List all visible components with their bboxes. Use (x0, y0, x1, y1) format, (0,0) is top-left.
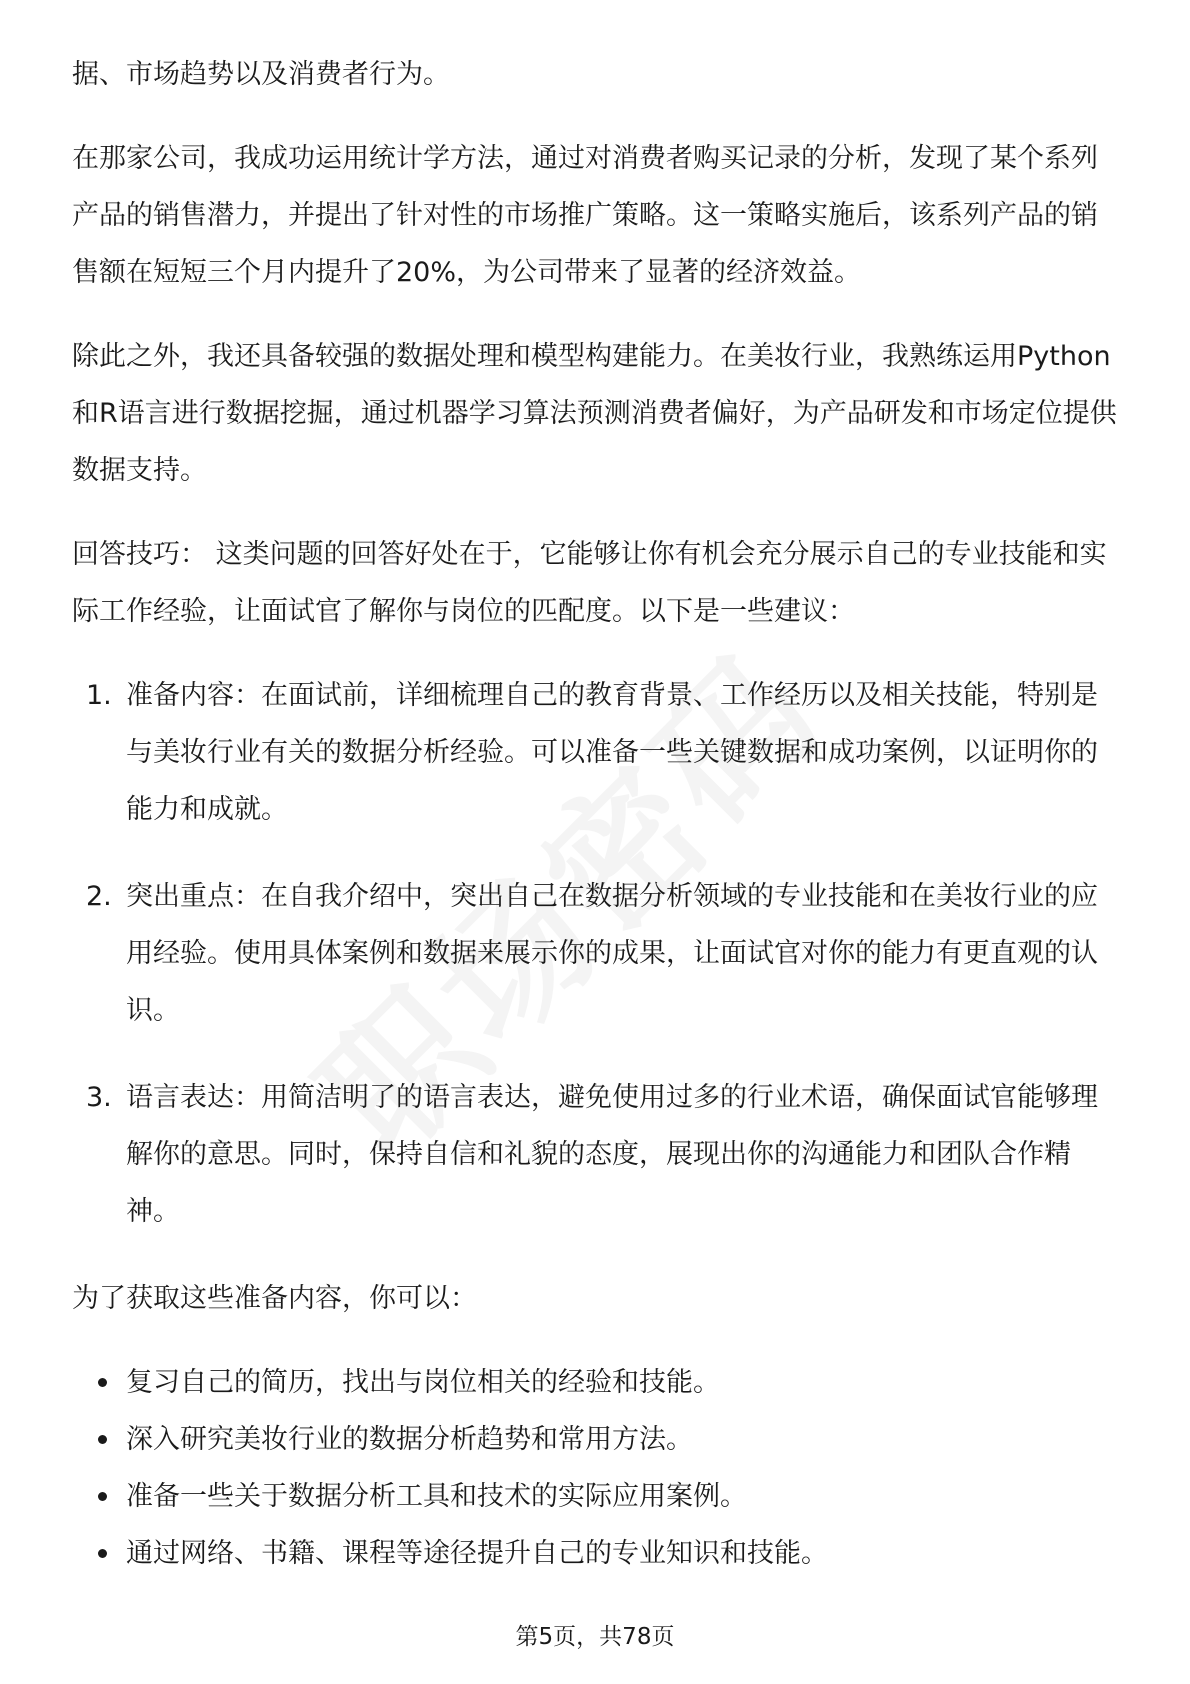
list-item-text: 准备内容：在面试前，详细梳理自己的教育背景、工作经历以及相关技能，特别是与美妆行业有关的数据分析经验。可以准备一些关键数据和成功案例，以证明你的能力和成就。 (126, 680, 1098, 825)
paragraph-preparation: 为了获取这些准备内容，你可以： (72, 1283, 477, 1314)
bullet-icon (98, 1492, 107, 1501)
list-number: 3. (86, 1082, 112, 1113)
list-item-text: 语言表达：用简洁明了的语言表达，避免使用过多的行业术语，确保面试官能够理解你的意思。同时，保持自信和礼貌的态度，展现出你的沟通能力和团队合作精神。 (126, 1082, 1098, 1227)
bullet-item-text: 准备一些关于数据分析工具和技术的实际应用案例。 (126, 1481, 747, 1512)
list-item (72, 667, 1122, 838)
bullet-icon (98, 1378, 107, 1387)
bullet-item (72, 1354, 1122, 1411)
list-number: 2. (86, 881, 112, 912)
bullet-item (72, 1411, 1122, 1468)
document-body (72, 46, 1122, 1582)
bullet-icon (98, 1549, 107, 1558)
list-item (72, 868, 1122, 1039)
list-item-text: 突出重点：在自我介绍中，突出自己在数据分析领域的专业技能和在美妆行业的应用经验。使用具体案例和数据来展示你的成果，让面试官对你的能力有更直观的认识。 (126, 881, 1098, 1026)
paragraph-answer-tips: 回答技巧： 这类问题的回答好处在于，它能够让你有机会充分展示自己的专业技能和实际工作经验，让面试官了解你与岗位的匹配度。以下是一些建议： (72, 539, 1107, 627)
bullet-item (72, 1468, 1122, 1525)
bullet-icon (98, 1435, 107, 1444)
paragraph-2: 在那家公司，我成功运用统计学方法，通过对消费者购买记录的分析，发现了某个系列产品的销售潜力，并提出了针对性的市场推广策略。这一策略实施后，该系列产品的销售额在短短三个月内提升了20%，为公司带来了显著的经济效益。 (72, 143, 1098, 288)
list-item (72, 1069, 1122, 1240)
bullet-list (72, 1354, 1122, 1582)
numbered-list (72, 667, 1122, 1240)
paragraph-3: 除此之外，我还具备较强的数据处理和模型构建能力。在美妆行业，我熟练运用Python和R语言进行数据挖掘，通过机器学习算法预测消费者偏好，为产品研发和市场定位提供数据支持。 (72, 341, 1117, 486)
bullet-item-text: 通过网络、书籍、课程等途径提升自己的专业知识和技能。 (126, 1538, 828, 1569)
bullet-item-text: 复习自己的简历，找出与岗位相关的经验和技能。 (126, 1367, 720, 1398)
bullet-item-text: 深入研究美妆行业的数据分析趋势和常用方法。 (126, 1424, 693, 1455)
paragraph-1: 据、市场趋势以及消费者行为。 (72, 59, 450, 90)
page-number: 第5页，共78页 (515, 1624, 675, 1650)
bullet-item (72, 1525, 1122, 1582)
list-number: 1. (86, 680, 112, 711)
